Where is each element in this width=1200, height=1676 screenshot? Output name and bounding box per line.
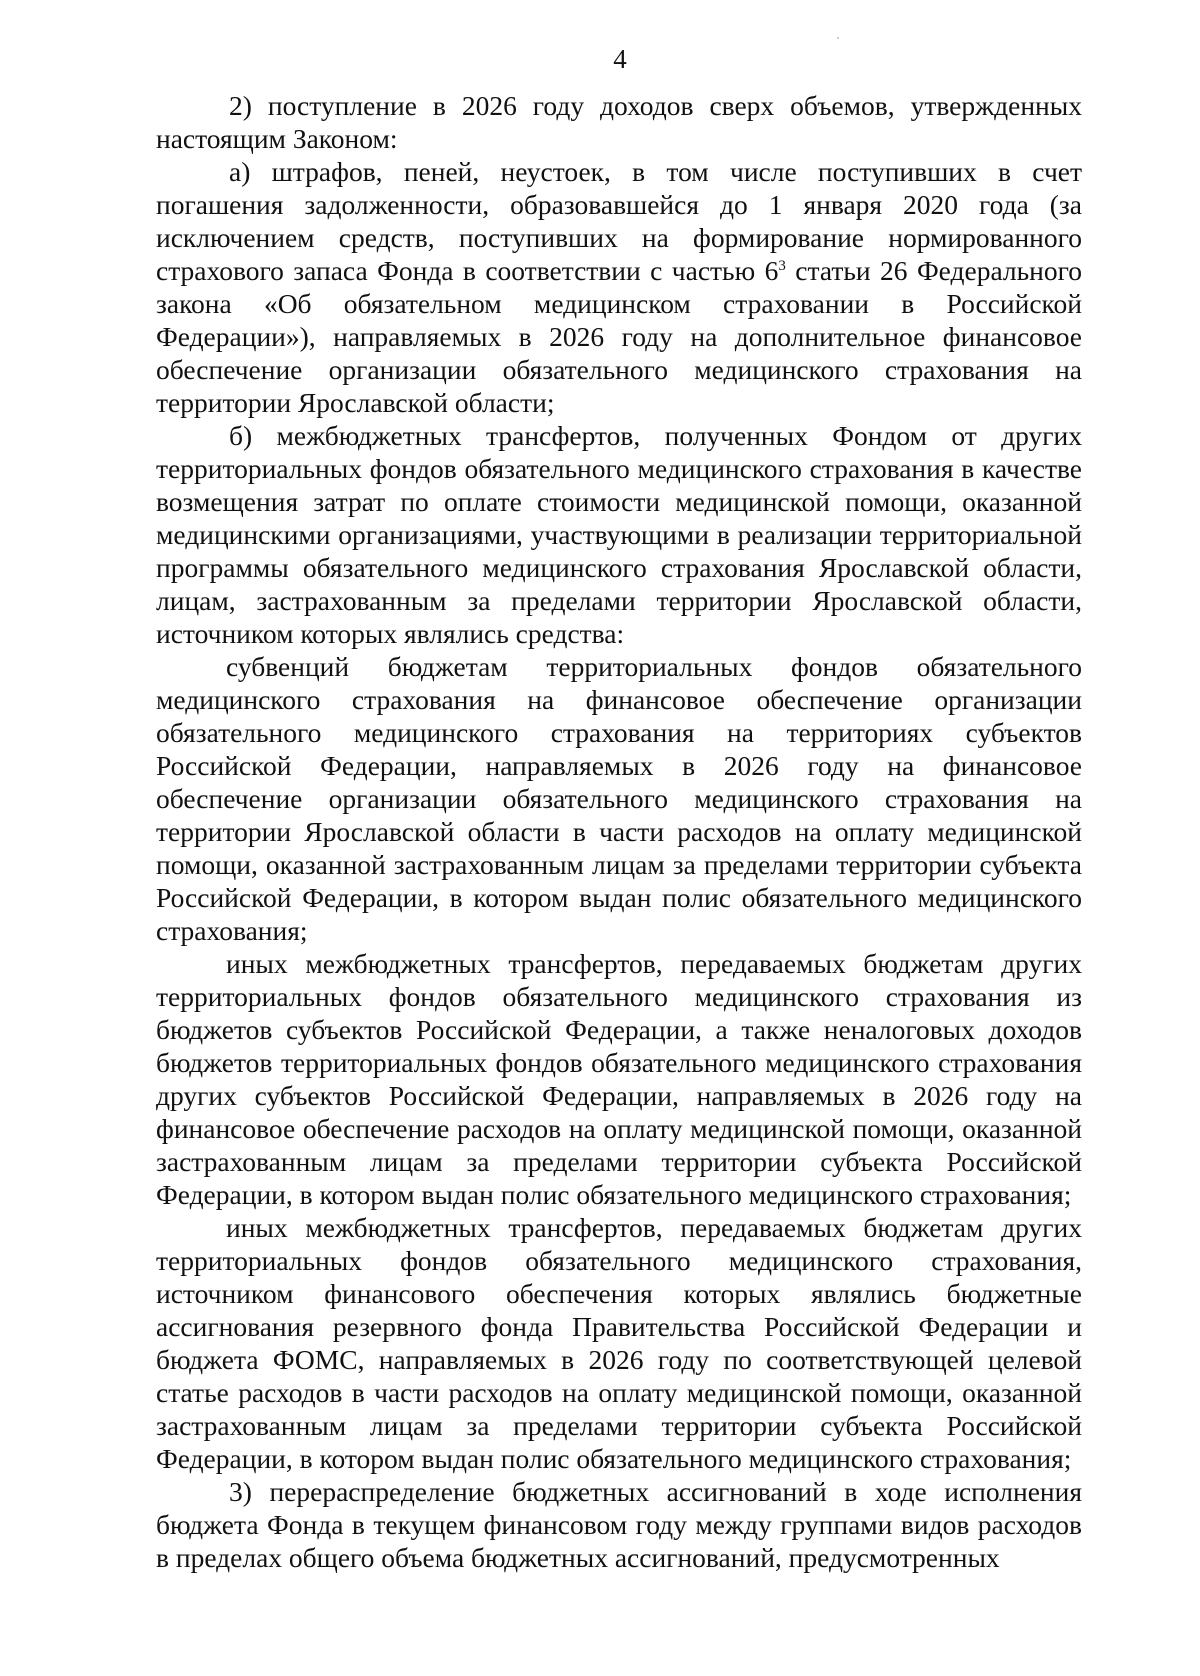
paragraph-item-b: б) межбюджетных трансфертов, полученных Фондом от других территориальных фондов обязательного медицинского страхования в качестве возмещения затрат по оплате стоимости медицинской помощи, оказанной медицинскими организациями, участвующими в реализации территориальной программы обязательного медицинского страхования Ярославской области, лицам, застрахованным за пределами территории Ярославской области, источником которых являлись средства: xyxy=(156,420,1082,649)
paragraph-subitem-transfers-reserve: иных межбюджетных трансфертов, передаваемых бюджетам других территориальных фондов обязательного медицинского страхования, источником финансового обеспечения которых являлись бюджетные ассигнования резервного фонда Правительства Российской Федерации и бюджета ФОМС, направляемых в 2026 году по соответствующей целевой статье расходов в части расходов на оплату медицинской помощи, оказанной застрахованным лицам за пределами территории субъекта Российской Федерации, в котором выдан полис обязательного медицинского страхования; xyxy=(156,1212,1082,1474)
paragraph-item-a-text-start: а) штрафов, пеней, неустоек, в том числе поступивших в счет погашения задолженности, образовавшейся до 1 января 2020 года (за исключением средств, поступивших на формирование нормированного страхового запаса Фонда в соответствии с частью 6 xyxy=(156,156,1082,286)
scan-speck xyxy=(837,37,839,39)
page-number: 4 xyxy=(613,44,627,74)
paragraph-item-a xyxy=(156,155,1082,419)
paragraph-subitem-subventions: субвенций бюджетам территориальных фондов обязательного медицинского страхования на финансовое обеспечение организации обязательного медицинского страхования на территориях субъектов Российской Федерации, направляемых в 2026 году на финансовое обеспечение организации обязательного медицинского страхования на территории Ярославской области в части расходов на оплату медицинской помощи, оказанной застрахованным лицам за пределами территории субъекта Российской Федерации, в котором выдан полис обязательного медицинского страхования; xyxy=(156,651,1082,946)
document-body xyxy=(156,89,1082,1574)
paragraph-item-2: 2) поступление в 2026 году доходов сверх объемов, утвержденных настоящим Законом: xyxy=(156,90,1082,154)
paragraph-item-a-text-end: статьи 26 Федерального закона «Об обязательном медицинском страховании в Российской Федерации»), направляемых в 2026 году на дополнительное финансовое обеспечение организации обязательного медицинского страхования на территории Ярославской области; xyxy=(156,255,1082,418)
paragraph-subitem-transfers-regional: иных межбюджетных трансфертов, передаваемых бюджетам других территориальных фондов обязательного медицинского страхования из бюджетов субъектов Российской Федерации, а также неналоговых доходов бюджетов территориальных фондов обязательного медицинского страхования других субъектов Российской Федерации, направляемых в 2026 году на финансовое обеспечение расходов на оплату медицинской помощи, оказанной застрахованным лицам за пределами территории субъекта Российской Федерации, в котором выдан полис обязательного медицинского страхования; xyxy=(156,948,1082,1210)
paragraph-item-3: 3) перераспределение бюджетных ассигнований в ходе исполнения бюджета Фонда в текущем финансовом году между группами видов расходов в пределах общего объема бюджетных ассигнований, предусмотренных xyxy=(156,1476,1082,1573)
superscript-part-number: 3 xyxy=(778,257,786,274)
